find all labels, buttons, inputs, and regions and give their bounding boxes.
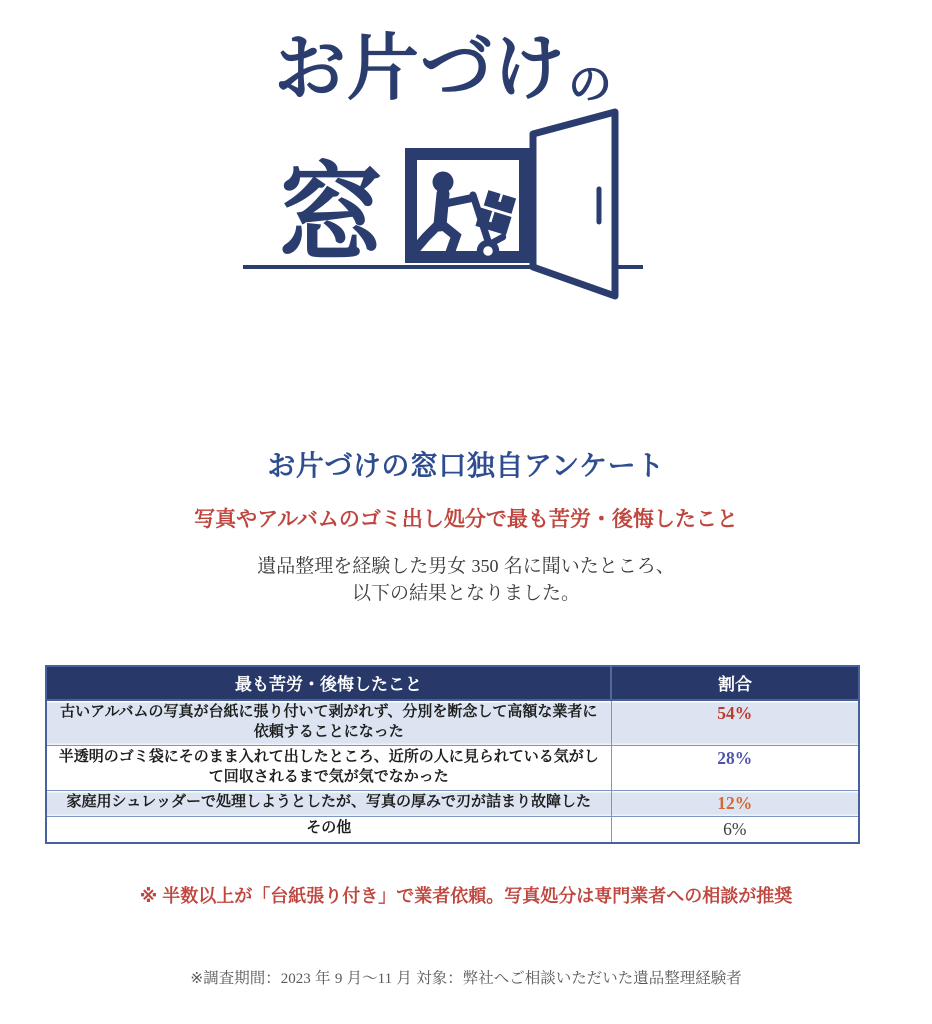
- row-percentage: 54%: [611, 700, 859, 746]
- col-header-question: 最も苦労・後悔したこと: [46, 666, 611, 700]
- row-percentage: 28%: [611, 746, 859, 791]
- survey-table: [45, 665, 860, 844]
- summary-note: ※ 半数以上が「台紙張り付き」で業者依頼。写真処分は専門業者への相談が推奨: [139, 886, 793, 906]
- meta-text-4: 月 対象：弊社へご相談いただいた遺品整理経験者: [392, 970, 742, 987]
- intro-text-2: 名に聞いたところ、: [498, 556, 675, 577]
- logo-wordmark-line1: [243, 28, 643, 109]
- meta-year: 2023: [280, 971, 311, 987]
- table-row: [46, 817, 859, 844]
- page-title: お片づけの窓口独自アンケート: [267, 450, 665, 481]
- intro-text-1: 遺品整理を経験した男女: [257, 556, 472, 577]
- row-text: 半透明のゴミ袋にそのまま入れて出したところ、近所の人に見られている気がして回収されるまで気が気でなかった: [46, 746, 611, 791]
- row-text: 家庭用シュレッダーで処理しようとしたが、写真の厚みで刃が詰まり故障した: [46, 791, 611, 817]
- logo-text-okatazuke: お片づけ: [273, 29, 566, 109]
- meta-text-2: 年: [310, 970, 335, 987]
- logo-door-scene: [243, 105, 643, 305]
- table-header-row: [46, 666, 859, 700]
- row-text: 古いアルバムの写真が台紙に張り付いて剥がれず、分別を断念して高額な業者に依頼することになった: [46, 700, 611, 746]
- meta-month-start: 9: [334, 971, 343, 987]
- logo-text-no: の: [568, 60, 612, 109]
- intro-line2: 以下の結果となりました。: [351, 583, 580, 604]
- table-row: [46, 746, 859, 791]
- row-percentage: 6%: [611, 817, 859, 844]
- meta-text-1: ※調査期間：: [190, 970, 281, 987]
- logo-text-mado: 窓: [276, 153, 385, 274]
- open-door-icon: [533, 112, 615, 296]
- row-percentage: 12%: [611, 791, 859, 817]
- logo: [0, 0, 932, 305]
- table-row: [46, 791, 859, 817]
- main-content: [0, 450, 932, 990]
- meta-text-3: 月〜: [342, 970, 378, 987]
- logo-illustration: [243, 105, 643, 305]
- col-header-ratio: 割合: [611, 666, 859, 700]
- survey-meta: [0, 968, 932, 990]
- meta-month-end: 11: [377, 971, 393, 987]
- table-row: [46, 700, 859, 746]
- handtruck-wheel: [480, 243, 496, 259]
- intro-number: 350: [471, 556, 499, 576]
- survey-subtitle: 写真やアルバムのゴミ出し処分で最も苦労・後悔したこと: [194, 508, 738, 531]
- row-text: その他: [46, 817, 611, 844]
- survey-intro: [0, 553, 932, 607]
